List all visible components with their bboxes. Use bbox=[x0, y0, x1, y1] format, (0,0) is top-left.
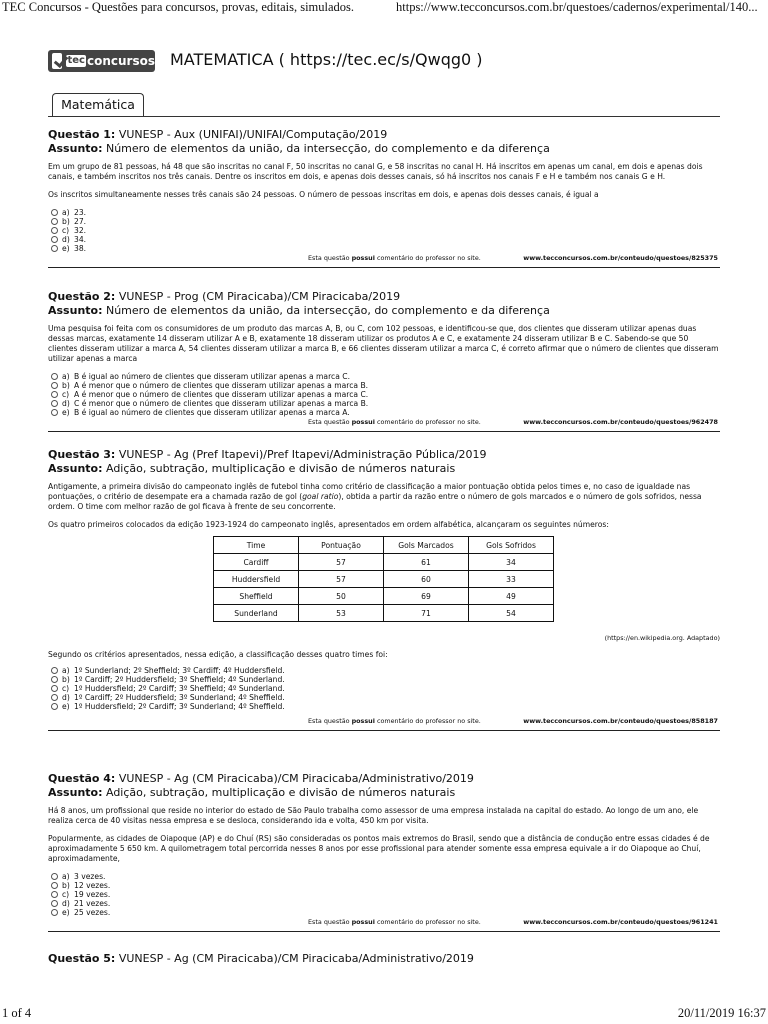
question-header: Questão 5: VUNESP - Ag (CM Piracicaba)/CM Piracicaba/Administrativo/2019 bbox=[48, 952, 474, 965]
table-cell: Cardiff bbox=[214, 554, 299, 571]
table-cell: 33 bbox=[469, 571, 554, 588]
question-4 bbox=[48, 772, 720, 932]
table-cell: 57 bbox=[299, 571, 384, 588]
radio-icon[interactable] bbox=[51, 900, 58, 907]
radio-icon[interactable] bbox=[51, 227, 58, 234]
radio-icon[interactable] bbox=[51, 694, 58, 701]
radio-icon[interactable] bbox=[51, 400, 58, 407]
option-a[interactable]: a) 3 vezes. bbox=[48, 872, 720, 881]
option-e[interactable]: e) 1º Huddersfield; 2º Cardiff; 3º Sunderland; 4º Sheffield. bbox=[48, 702, 720, 711]
option-a[interactable]: a) 1º Sunderland; 2º Sheffield; 3º Cardiff; 4º Huddersfield. bbox=[48, 666, 720, 675]
question-1 bbox=[48, 128, 720, 268]
comment-note: Esta questão possui comentário do professor no site. bbox=[308, 418, 481, 426]
option-c[interactable]: c) A é menor que o número de clientes que disseram utilizar apenas a marca C. bbox=[48, 390, 720, 399]
table-cell: 50 bbox=[299, 588, 384, 605]
table-cell: 71 bbox=[384, 605, 469, 622]
question-footer bbox=[48, 254, 720, 263]
tab-divider bbox=[48, 116, 720, 117]
option-e[interactable]: e) 38. bbox=[48, 244, 720, 253]
radio-icon[interactable] bbox=[51, 891, 58, 898]
print-page-url: https://www.tecconcursos.com.br/questoes/cadernos/experimental/140... bbox=[396, 0, 758, 14]
radio-icon[interactable] bbox=[51, 409, 58, 416]
logo-text: concursos bbox=[86, 54, 155, 68]
question-text: Há 8 anos, um profissional que reside no interior do estado de São Paulo trabalha como assessor de uma empresa instalada na capital do estado. Ao longo de um ano, ele realiza cerca de 40 visitas nessa empresa e se desloca, considerando ida e volta, 450 km por visita. Popularmente, as cidades de Oiapoque (AP) e do Chuí (RS) são consideradas os pontos mais extremos do Brasil, sendo que a distância de condução entre essas cidades é de aproximadamente 5 650 km. A quilometragem total percorrida nesses 8 anos por esse profissional para atender somente essa empresa equivale a ir do Oiapoque ao Chuí, aproximadamente, bbox=[48, 806, 710, 863]
table-cell: 53 bbox=[299, 605, 384, 622]
checkmark-icon bbox=[52, 53, 62, 69]
print-header bbox=[0, 0, 768, 16]
radio-icon[interactable] bbox=[51, 909, 58, 916]
radio-icon[interactable] bbox=[51, 882, 58, 889]
question-header: Questão 4: VUNESP - Ag (CM Piracicaba)/CM Piracicaba/Administrativo/2019 bbox=[48, 772, 474, 785]
table-row bbox=[214, 605, 554, 622]
question-footer bbox=[48, 918, 720, 927]
option-e[interactable]: e) B é igual ao número de clientes que disseram utilizar apenas a marca A. bbox=[48, 408, 720, 417]
question-subject: Assunto: Número de elementos da união, da intersecção, do complemento e da diferença bbox=[48, 304, 550, 317]
question-2 bbox=[48, 290, 720, 432]
question-subject: Assunto: Adição, subtração, multiplicação e divisão de números naturais bbox=[48, 462, 456, 475]
table-cell: 34 bbox=[469, 554, 554, 571]
comment-note: Esta questão possui comentário do professor no site. bbox=[308, 717, 481, 725]
question-separator bbox=[48, 431, 720, 432]
question-footer bbox=[48, 418, 720, 427]
radio-icon[interactable] bbox=[51, 236, 58, 243]
tecconcursos-logo bbox=[48, 50, 155, 72]
radio-icon[interactable] bbox=[51, 373, 58, 380]
option-b[interactable]: b) 12 vezes. bbox=[48, 881, 720, 890]
question-link[interactable]: www.tecconcursos.com.br/conteudo/questoes/961241 bbox=[523, 918, 718, 926]
standings-table bbox=[213, 536, 554, 622]
page-title: MATEMATICA ( https://tec.ec/s/Qwqg0 ) bbox=[170, 50, 483, 69]
option-d[interactable]: d) 34. bbox=[48, 235, 720, 244]
option-d[interactable]: d) 1º Cardiff; 2º Huddersfield; 3º Sunderland; 4º Sheffield. bbox=[48, 693, 720, 702]
radio-icon[interactable] bbox=[51, 209, 58, 216]
radio-icon[interactable] bbox=[51, 218, 58, 225]
table-cell: 69 bbox=[384, 588, 469, 605]
tab-matematica: Matemática bbox=[52, 93, 144, 116]
radio-icon[interactable] bbox=[51, 245, 58, 252]
print-footer bbox=[0, 1006, 768, 1024]
radio-icon[interactable] bbox=[51, 873, 58, 880]
radio-icon[interactable] bbox=[51, 685, 58, 692]
print-page-title: TEC Concursos - Questões para concursos, provas, editais, simulados. bbox=[2, 0, 355, 14]
question-text: Em um grupo de 81 pessoas, há 48 que são inscritas no canal F, 50 inscritas no canal G, e 58 inscritas no canal H. Há inscritos em apenas um canal, em dois e apenas dois canais, e também inscritos nos três canais. Dentre os inscritos em dois, e apenas dois desses canais, só há inscritos nos canais F e H e também nos canais G e H. Os inscritos simultaneamente nesses três canais são 24 pessoas. O número de pessoas inscritas em dois, e apenas dois desses canais, é igual a bbox=[48, 162, 703, 199]
table-row bbox=[214, 554, 554, 571]
question-header: Questão 3: VUNESP - Ag (Pref Itapevi)/Pref Itapevi/Administração Pública/2019 bbox=[48, 448, 487, 461]
question-footer bbox=[48, 717, 720, 726]
table-row bbox=[214, 588, 554, 605]
comment-note: Esta questão possui comentário do professor no site. bbox=[308, 254, 481, 262]
option-b[interactable]: b) A é menor que o número de clientes que disseram utilizar apenas a marca B. bbox=[48, 381, 720, 390]
table-source: (https://en.wikipedia.org. Adaptado) bbox=[604, 634, 720, 642]
table-cell: 60 bbox=[384, 571, 469, 588]
question-prompt: Segundo os critérios apresentados, nessa edição, a classificação desses quatro times foi: bbox=[48, 650, 388, 659]
question-separator bbox=[48, 931, 720, 932]
option-e[interactable]: e) 25 vezes. bbox=[48, 908, 720, 917]
table-cell: 57 bbox=[299, 554, 384, 571]
answer-options bbox=[48, 666, 720, 711]
question-subject: Assunto: Adição, subtração, multiplicação e divisão de números naturais bbox=[48, 786, 456, 799]
column-header: Gols Sofridos bbox=[469, 537, 554, 554]
question-link[interactable]: www.tecconcursos.com.br/conteudo/questoes/858187 bbox=[523, 717, 718, 725]
question-text: Uma pesquisa foi feita com os consumidores de um produto das marcas A, B, ou C, com 102 pessoas, e identificou-se que, dos clientes que disseram utilizar apenas duas dessas marcas, exatamente 14 disseram utilizar A e B, exatamente 18 disseram utilizar os produtos A e C, e exatamente 24 disseram utilizar B e C. Sabendo-se que 50 clientes disseram utilizar a marca A, 54 clientes disseram utilizar a marca B, e 66 clientes disseram utilizar a marca C, é correto afirmar que o número de clientes que disseram utilizar apenas a marca bbox=[48, 324, 719, 363]
question-3 bbox=[48, 448, 720, 731]
question-header: Questão 2: VUNESP - Prog (CM Piracicaba)/CM Piracicaba/2019 bbox=[48, 290, 401, 303]
radio-icon[interactable] bbox=[51, 382, 58, 389]
table-cell: 49 bbox=[469, 588, 554, 605]
page-counter: 1 of 4 bbox=[2, 1006, 32, 1020]
answer-options bbox=[48, 872, 720, 917]
table-cell: Sunderland bbox=[214, 605, 299, 622]
option-d[interactable]: d) 21 vezes. bbox=[48, 899, 720, 908]
option-c[interactable]: c) 1º Huddersfield; 2º Cardiff; 3º Sheffield; 4º Sunderland. bbox=[48, 684, 720, 693]
answer-options bbox=[48, 372, 720, 417]
option-d[interactable]: d) C é menor que o número de clientes que disseram utilizar apenas a marca B. bbox=[48, 399, 720, 408]
radio-icon[interactable] bbox=[51, 676, 58, 683]
option-a[interactable]: a) B é igual ao número de clientes que disseram utilizar apenas a marca C. bbox=[48, 372, 720, 381]
option-a[interactable]: a) 23. bbox=[48, 208, 720, 217]
table-cell: 54 bbox=[469, 605, 554, 622]
option-b[interactable]: b) 1º Cardiff; 2º Huddersfield; 3º Sheffield; 4º Sunderland. bbox=[48, 675, 720, 684]
question-text: Antigamente, a primeira divisão do campeonato inglês de futebol tinha como critério de classificação a maior pontuação obtida pelos times e, no caso de igualdade nas pontuações, o critério de desempate era a chamada razão de gol (goal ratio), obtida a partir da razão entre o número de gols marcados e o número de gols sofridos, nessa ordem. O time com melhor razão de gol ficava à frente de seu concorrente. Os quatro primeiros colocados da edição 1923-1924 do campeonato inglês, apresentados em ordem alfabética, alcançaram os seguintes números: bbox=[48, 482, 702, 529]
radio-icon[interactable] bbox=[51, 391, 58, 398]
table-cell: Sheffield bbox=[214, 588, 299, 605]
column-header: Time bbox=[214, 537, 299, 554]
table-header-row bbox=[214, 537, 554, 554]
table-cell: Huddersfield bbox=[214, 571, 299, 588]
table-row bbox=[214, 571, 554, 588]
option-b[interactable]: b) 27. bbox=[48, 217, 720, 226]
question-header: Questão 1: VUNESP - Aux (UNIFAI)/UNIFAI/Computação/2019 bbox=[48, 128, 388, 141]
answer-options bbox=[48, 208, 720, 253]
question-link[interactable]: www.tecconcursos.com.br/conteudo/questoes/825375 bbox=[523, 254, 718, 262]
question-separator bbox=[48, 730, 720, 731]
logo-prefix: tec bbox=[67, 55, 85, 66]
question-5 bbox=[48, 952, 720, 966]
comment-note: Esta questão possui comentário do professor no site. bbox=[308, 918, 481, 926]
radio-icon[interactable] bbox=[51, 703, 58, 710]
option-c[interactable]: c) 19 vezes. bbox=[48, 890, 720, 899]
column-header: Gols Marcados bbox=[384, 537, 469, 554]
option-c[interactable]: c) 32. bbox=[48, 226, 720, 235]
question-subject: Assunto: Número de elementos da união, da intersecção, do complemento e da diferença bbox=[48, 142, 550, 155]
column-header: Pontuação bbox=[299, 537, 384, 554]
print-datetime: 20/11/2019 16:37 bbox=[677, 1006, 766, 1020]
question-separator bbox=[48, 267, 720, 268]
radio-icon[interactable] bbox=[51, 667, 58, 674]
question-link[interactable]: www.tecconcursos.com.br/conteudo/questoes/962478 bbox=[523, 418, 718, 426]
table-cell: 61 bbox=[384, 554, 469, 571]
